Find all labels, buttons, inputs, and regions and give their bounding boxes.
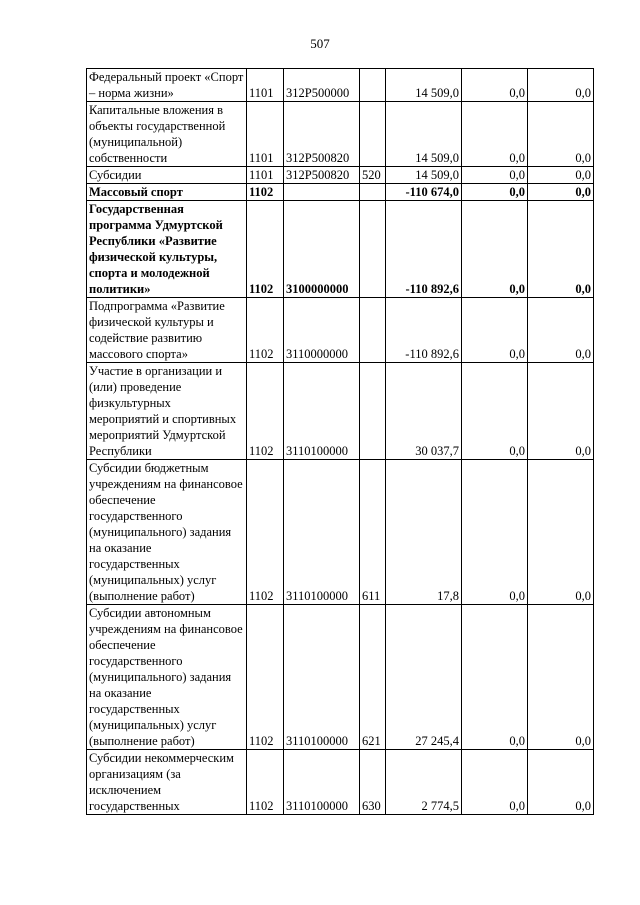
row-name-cell: Капитальные вложения в объекты государственной (муниципальной) собственности xyxy=(87,102,247,167)
row-section-cell: 1102 xyxy=(247,363,284,460)
row-year3-cell: 0,0 xyxy=(528,69,594,102)
table-row xyxy=(87,167,594,184)
row-section-cell: 1102 xyxy=(247,605,284,750)
row-amount-cell: 14 509,0 xyxy=(386,69,462,102)
row-code-cell: 3110000000 xyxy=(284,298,360,363)
row-year2-cell: 0,0 xyxy=(462,363,528,460)
table-row xyxy=(87,460,594,605)
row-kind-cell xyxy=(360,298,386,363)
row-amount-cell: -110 892,6 xyxy=(386,298,462,363)
row-section-cell: 1101 xyxy=(247,167,284,184)
row-kind-cell xyxy=(360,201,386,298)
row-code-cell: 3110100000 xyxy=(284,750,360,815)
table-row xyxy=(87,102,594,167)
row-amount-cell: 2 774,5 xyxy=(386,750,462,815)
row-year2-cell: 0,0 xyxy=(462,69,528,102)
row-amount-cell: -110 674,0 xyxy=(386,184,462,201)
row-name-cell: Участие в организации и (или) проведение физкультурных мероприятий и спортивных мероприятий Удмуртской Республики xyxy=(87,363,247,460)
page-number: 507 xyxy=(310,36,330,51)
table-row xyxy=(87,184,594,201)
row-year3-cell: 0,0 xyxy=(528,363,594,460)
table-row xyxy=(87,363,594,460)
row-year2-cell: 0,0 xyxy=(462,201,528,298)
row-amount-cell: 14 509,0 xyxy=(386,167,462,184)
row-name-cell: Федеральный проект «Спорт – норма жизни» xyxy=(87,69,247,102)
row-name-cell: Субсидии автономным учреждениям на финансовое обеспечение государственного (муниципального) задания на оказание государственных (муниципальных) услуг (выполнение работ) xyxy=(87,605,247,750)
table-row xyxy=(87,201,594,298)
row-name-cell: Субсидии бюджетным учреждениям на финансовое обеспечение государственного (муниципального) задания на оказание государственных (муниципальных) услуг (выполнение работ) xyxy=(87,460,247,605)
row-section-cell: 1102 xyxy=(247,201,284,298)
row-year3-cell: 0,0 xyxy=(528,298,594,363)
row-name-cell: Подпрограмма «Развитие физической культуры и содействие развитию массового спорта» xyxy=(87,298,247,363)
row-name-cell: Субсидии xyxy=(87,167,247,184)
row-amount-cell: 30 037,7 xyxy=(386,363,462,460)
row-section-cell: 1102 xyxy=(247,184,284,201)
row-kind-cell: 621 xyxy=(360,605,386,750)
table-row xyxy=(87,750,594,815)
budget-table-body xyxy=(87,69,594,815)
table-row xyxy=(87,69,594,102)
row-year2-cell: 0,0 xyxy=(462,750,528,815)
row-code-cell: 3110100000 xyxy=(284,605,360,750)
row-section-cell: 1102 xyxy=(247,750,284,815)
row-section-cell: 1102 xyxy=(247,460,284,605)
row-name-cell: Субсидии некоммерческим организациям (за исключением государственных xyxy=(87,750,247,815)
row-code-cell: 312P500820 xyxy=(284,102,360,167)
budget-table xyxy=(86,68,594,815)
row-section-cell: 1102 xyxy=(247,298,284,363)
row-amount-cell: 27 245,4 xyxy=(386,605,462,750)
row-year2-cell: 0,0 xyxy=(462,298,528,363)
row-code-cell: 3110100000 xyxy=(284,460,360,605)
row-name-cell: Государственная программа Удмуртской Республики «Развитие физической культуры, спорта и молодежной политики» xyxy=(87,201,247,298)
row-code-cell: 312P500820 xyxy=(284,167,360,184)
row-kind-cell: 630 xyxy=(360,750,386,815)
row-year2-cell: 0,0 xyxy=(462,102,528,167)
row-code-cell xyxy=(284,184,360,201)
row-year3-cell: 0,0 xyxy=(528,460,594,605)
row-kind-cell xyxy=(360,363,386,460)
row-year2-cell: 0,0 xyxy=(462,605,528,750)
row-kind-cell xyxy=(360,102,386,167)
row-year2-cell: 0,0 xyxy=(462,167,528,184)
row-kind-cell xyxy=(360,184,386,201)
row-year3-cell: 0,0 xyxy=(528,201,594,298)
row-year3-cell: 0,0 xyxy=(528,102,594,167)
row-kind-cell: 520 xyxy=(360,167,386,184)
row-year3-cell: 0,0 xyxy=(528,750,594,815)
row-code-cell: 3110100000 xyxy=(284,363,360,460)
row-name-cell: Массовый спорт xyxy=(87,184,247,201)
row-amount-cell: -110 892,6 xyxy=(386,201,462,298)
row-section-cell: 1101 xyxy=(247,102,284,167)
row-amount-cell: 14 509,0 xyxy=(386,102,462,167)
row-code-cell: 3100000000 xyxy=(284,201,360,298)
row-amount-cell: 17,8 xyxy=(386,460,462,605)
table-row xyxy=(87,605,594,750)
row-code-cell: 312P500000 xyxy=(284,69,360,102)
row-kind-cell: 611 xyxy=(360,460,386,605)
row-year2-cell: 0,0 xyxy=(462,460,528,605)
table-row xyxy=(87,298,594,363)
row-year2-cell: 0,0 xyxy=(462,184,528,201)
row-year3-cell: 0,0 xyxy=(528,605,594,750)
row-year3-cell: 0,0 xyxy=(528,184,594,201)
row-section-cell: 1101 xyxy=(247,69,284,102)
row-year3-cell: 0,0 xyxy=(528,167,594,184)
row-kind-cell xyxy=(360,69,386,102)
